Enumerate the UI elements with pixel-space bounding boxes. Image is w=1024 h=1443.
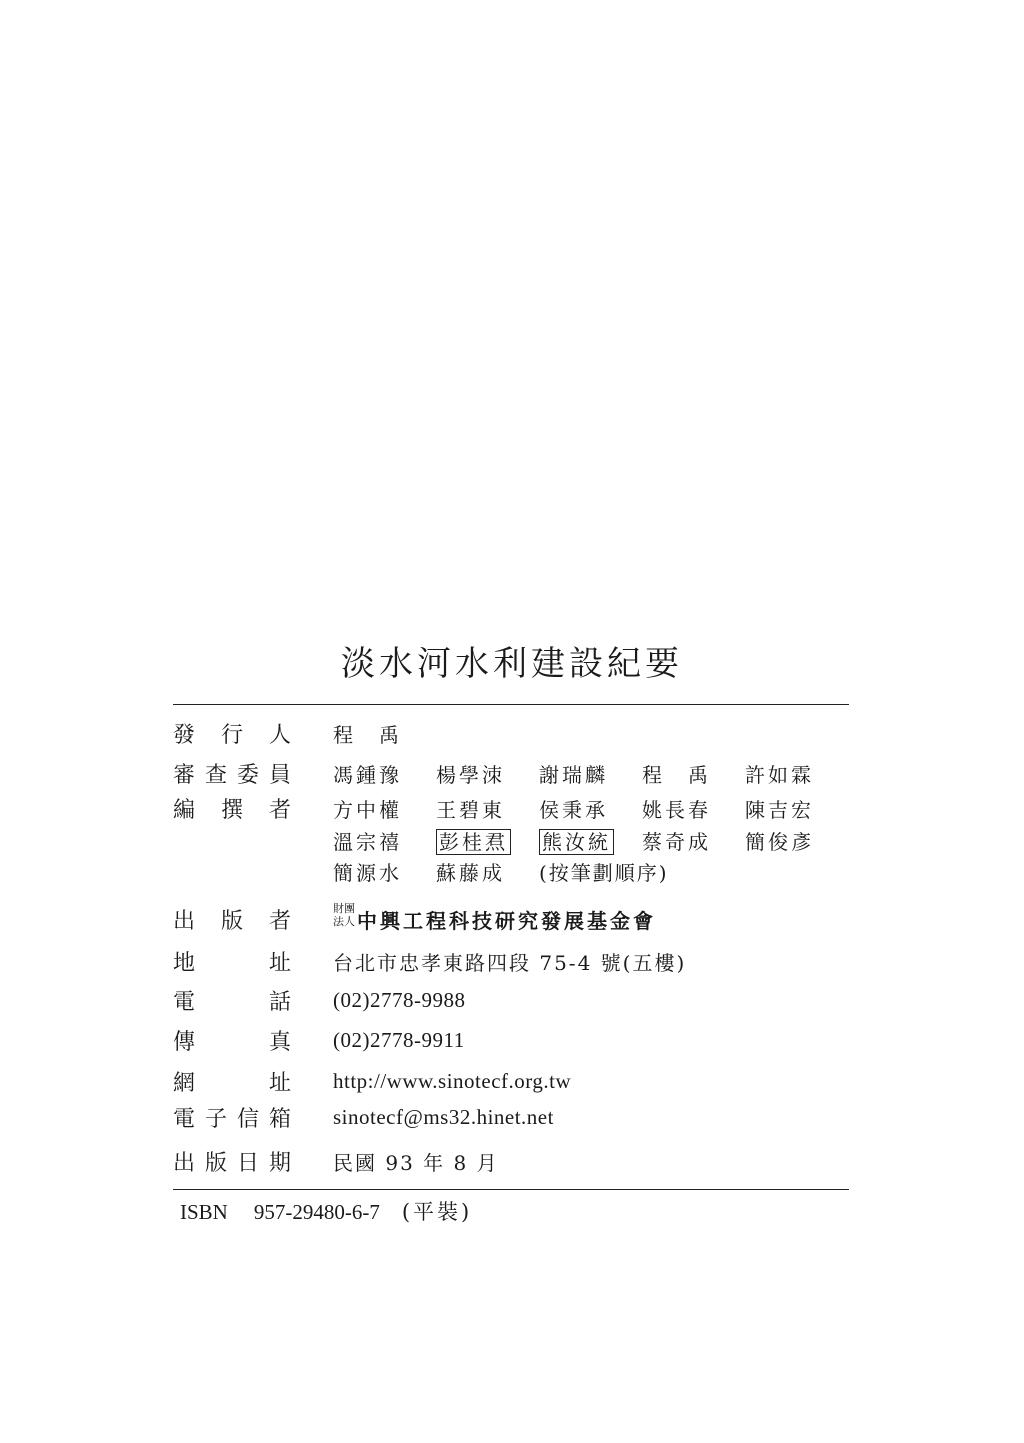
authors-names-line2 bbox=[333, 826, 848, 855]
author-name: 簡俊彥 bbox=[745, 829, 814, 854]
address-row bbox=[173, 945, 687, 977]
publisher-org-label: 出 版 者 bbox=[173, 908, 291, 934]
reviewer-name: 程 禹 bbox=[642, 762, 711, 787]
email-label: 電 子 信 箱 bbox=[173, 1106, 291, 1132]
isbn-key: ISBN bbox=[180, 1200, 228, 1224]
binding-type: (平裝) bbox=[401, 1200, 473, 1224]
reviewer-name: 楊學洓 bbox=[436, 762, 505, 787]
pub-date-label: 出 版 日 期 bbox=[173, 1150, 291, 1176]
top-divider bbox=[173, 704, 849, 705]
author-name: 蘇藤成 bbox=[436, 860, 505, 885]
author-name: 王碧東 bbox=[436, 797, 505, 822]
fax-label: 傳 真 bbox=[173, 1029, 291, 1055]
publisher-person-value: 程 禹 bbox=[333, 722, 402, 747]
fax-row bbox=[173, 1024, 465, 1056]
email-row bbox=[173, 1101, 554, 1133]
reviewers-row bbox=[173, 757, 814, 789]
email-value: sinotecf@ms32.hinet.net bbox=[333, 1104, 554, 1129]
website-label: 網 址 bbox=[173, 1070, 291, 1096]
author-name: 姚長春 bbox=[642, 797, 711, 822]
authors-row bbox=[173, 792, 814, 824]
pub-date-row bbox=[173, 1145, 499, 1177]
isbn-value: 957-29480-6-7 bbox=[253, 1200, 380, 1224]
publisher-person-label: 發 行 人 bbox=[173, 722, 291, 748]
reviewers-names bbox=[333, 759, 848, 788]
author-name: 溫宗禧 bbox=[333, 829, 402, 854]
reviewer-name: 馮鍾豫 bbox=[333, 762, 402, 787]
website-row bbox=[173, 1065, 572, 1097]
publisher-org-row bbox=[173, 900, 656, 938]
author-name-boxed: 彭桂焄 bbox=[436, 826, 539, 855]
author-name: 侯秉承 bbox=[539, 797, 608, 822]
order-note: (按筆劃順序) bbox=[539, 860, 669, 885]
website-value: http://www.sinotecf.org.tw bbox=[333, 1068, 572, 1093]
authors-names-line1 bbox=[333, 794, 848, 823]
publisher-org-value bbox=[333, 902, 656, 934]
author-name-boxed: 熊汝統 bbox=[539, 826, 642, 855]
isbn-line bbox=[180, 1196, 472, 1226]
publisher-person-row bbox=[173, 717, 402, 749]
phone-label: 電 話 bbox=[173, 989, 291, 1015]
address-label: 地 址 bbox=[173, 950, 291, 976]
reviewers-label: 審 查 委 員 bbox=[173, 762, 291, 788]
reviewer-name: 許如霖 bbox=[745, 762, 814, 787]
pub-date-value: 民國 93 年 8 月 bbox=[333, 1150, 499, 1175]
phone-row bbox=[173, 984, 466, 1016]
book-title: 淡水河水利建設紀要 bbox=[341, 644, 683, 684]
author-name: 簡源水 bbox=[333, 860, 402, 885]
address-value: 台北市忠孝東路四段 75-4 號(五樓) bbox=[333, 950, 687, 975]
bottom-divider bbox=[173, 1189, 849, 1190]
author-name: 蔡奇成 bbox=[642, 829, 711, 854]
reviewer-name: 謝瑞麟 bbox=[539, 762, 608, 787]
phone-value: (02)2778-9988 bbox=[333, 987, 466, 1012]
authors-label: 編 撰 者 bbox=[173, 797, 291, 823]
org-name: 中興工程科技研究發展基金會 bbox=[357, 908, 656, 933]
author-name: 陳吉宏 bbox=[745, 797, 814, 822]
authors-names-line3 bbox=[333, 857, 669, 886]
fax-value: (02)2778-9911 bbox=[333, 1027, 465, 1052]
org-type-prefix: 財團 法人 bbox=[333, 902, 355, 928]
author-name: 方中權 bbox=[333, 797, 402, 822]
